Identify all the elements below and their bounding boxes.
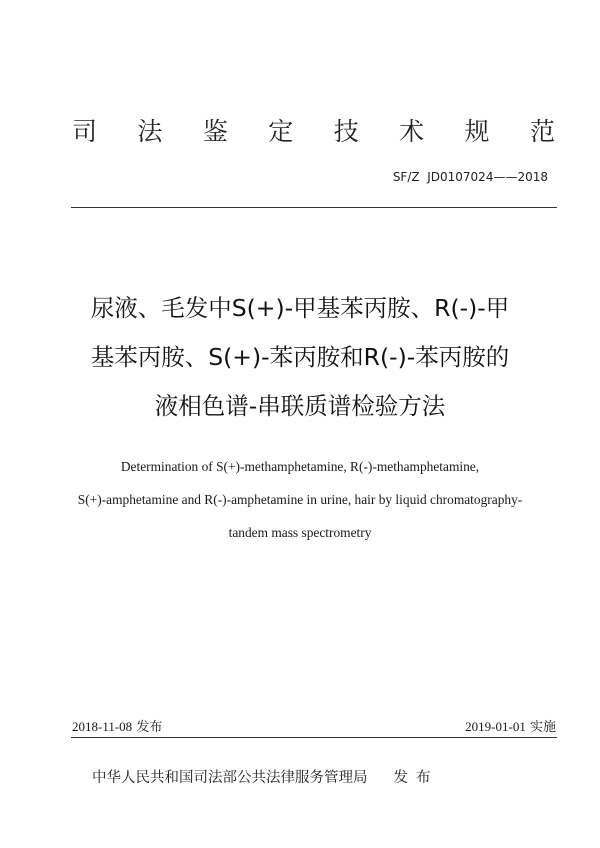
series-char: 术 xyxy=(399,117,425,146)
chinese-title-line: 基苯丙胺、S(+)-苯丙胺和R(-)-苯丙胺的 xyxy=(90,343,510,371)
issuer-name: 中华人民共和国司法部公共法律服务管理局 xyxy=(92,770,368,786)
english-title-line: tandem mass spectrometry xyxy=(228,525,372,540)
bottom-divider xyxy=(71,737,557,738)
issuing-authority xyxy=(92,766,439,787)
series-char: 范 xyxy=(529,117,555,146)
date-row xyxy=(72,716,556,735)
chinese-title-line: 尿液、毛发中S(+)-甲基苯丙胺、R(-)-甲 xyxy=(90,294,510,322)
issue-date-block xyxy=(72,716,162,735)
series-char: 技 xyxy=(333,117,359,146)
english-title xyxy=(40,450,560,549)
series-char: 定 xyxy=(268,117,294,146)
series-char: 规 xyxy=(464,117,490,146)
implement-label: 实施 xyxy=(529,720,556,735)
implement-date: 2019-01-01 xyxy=(465,719,526,734)
implement-date-block xyxy=(465,716,556,735)
top-divider xyxy=(71,207,557,208)
english-title-line: Determination of S(+)-methamphetamine, R(-)-methamphetamine, xyxy=(120,459,480,474)
standard-number: SF/Z JD0107024——2018 xyxy=(392,170,548,184)
series-char: 鉴 xyxy=(202,117,228,146)
series-char: 法 xyxy=(137,117,163,146)
english-title-line: S(+)-amphetamine and R(-)-amphetamine in urine, hair by liquid chromatography- xyxy=(77,492,523,507)
series-char: 司 xyxy=(72,117,98,146)
issue-action: 发布 xyxy=(393,770,439,786)
issue-date: 2018-11-08 xyxy=(72,719,133,734)
chinese-title xyxy=(40,284,560,431)
chinese-title-line: 液相色谱-串联质谱检验方法 xyxy=(154,392,446,420)
document-series-heading xyxy=(72,112,555,148)
issue-label: 发布 xyxy=(136,720,163,735)
